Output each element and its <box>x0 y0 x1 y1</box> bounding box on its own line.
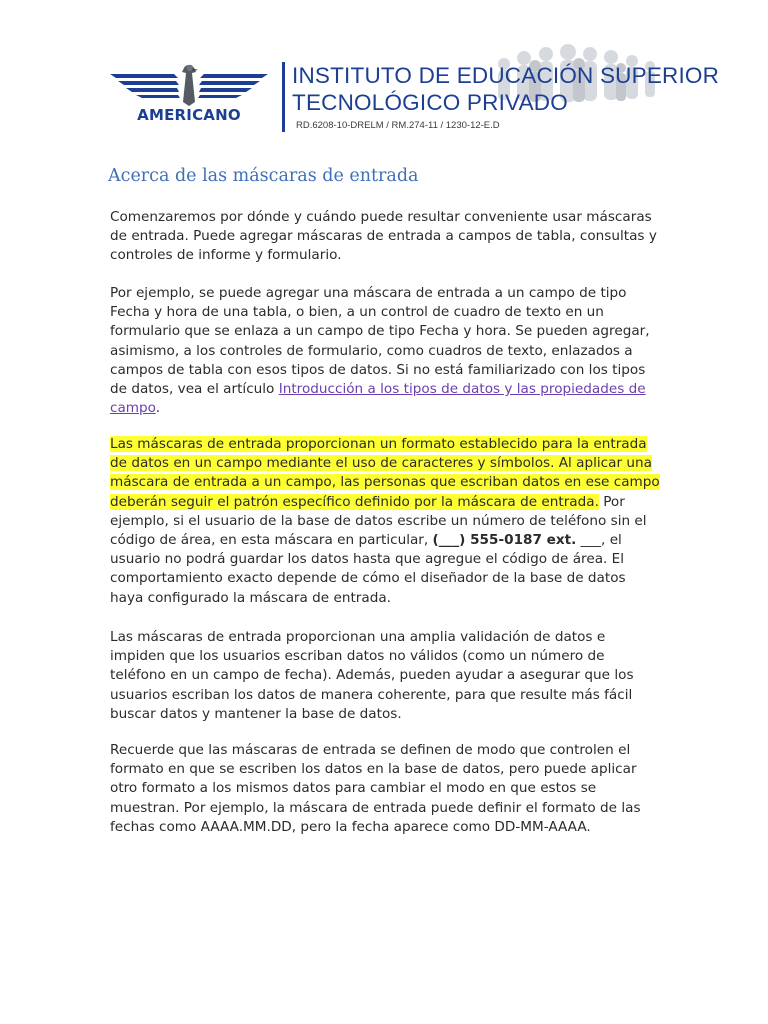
text-segment: Por <box>598 493 625 510</box>
text-line: teléfono en un campo de fecha). Además, pueden ayudar a asegurar que los <box>110 667 634 684</box>
text-line: formato en que se escriben los datos en la base de datos, pero puede aplicar <box>110 761 637 778</box>
data-types-article-link-continued[interactable]: campo <box>110 400 156 417</box>
registration-codes: RD.6208-10-DRELM / RM.274-11 / 1230-12-E.D <box>296 120 500 131</box>
text-line <box>110 493 656 512</box>
text-line: formulario que se enlaza a un campo de tipo Fecha y hora. Se pueden agregar, <box>110 323 650 340</box>
text-line: ejemplo, si el usuario de la base de datos escribe un número de teléfono sin el <box>110 512 647 529</box>
logo-wordmark: AMERICANO <box>137 106 241 124</box>
text-segment: código de área, en esta máscara en particular, <box>110 532 433 549</box>
text-line: muestran. Por ejemplo, la máscara de entrada puede definir el formato de las <box>110 799 641 816</box>
highlighted-text: Las máscaras de entrada proporcionan un formato establecido para la entrada <box>110 436 647 452</box>
text-segment: . <box>155 400 161 417</box>
page-title: Acerca de las máscaras de entrada <box>108 166 419 186</box>
text-line <box>110 380 656 399</box>
text-line: buscar datos y mantener la base de datos. <box>110 705 402 722</box>
text-line: de entrada. Puede agregar máscaras de entrada a campos de tabla, consultas y <box>110 228 657 245</box>
text-line: asimismo, a los controles de formulario, como cuadros de texto, enlazados a <box>110 342 633 359</box>
eagle-wings-icon <box>108 62 270 106</box>
text-line: otro formato a los mismos datos para cambiar el modo en que estos se <box>110 780 597 797</box>
paragraph-format <box>110 741 656 837</box>
paragraph-validation <box>110 628 656 724</box>
text-line: Fecha y hora de una tabla, o bien, a un control de cuadro de texto en un <box>110 304 604 321</box>
text-line: comportamiento exacto depende de cómo el diseñador de la base de datos <box>110 570 626 587</box>
institute-name-line2: TECNOLÓGICO PRIVADO <box>292 90 568 115</box>
highlighted-text: máscara de entrada a un campo, las personas que escriban datos en ese campo <box>110 474 660 491</box>
data-types-article-link[interactable]: Introducción a los tipos de datos y las propiedades de <box>278 381 646 398</box>
text-line: Recuerde que las máscaras de entrada se definen de modo que controlen el <box>110 742 631 758</box>
text-line <box>110 399 656 418</box>
text-line: usuarios escriban los datos de manera coherente, para que resulte más fácil <box>110 686 633 703</box>
paragraph-intro <box>110 208 656 266</box>
text-line: fechas como AAAA.MM.DD, pero la fecha aparece como DD-MM-AAAA. <box>110 818 591 835</box>
text-segment: ___, el <box>576 532 622 549</box>
paragraph-example <box>110 284 656 418</box>
text-segment: de datos, vea el artículo <box>110 381 279 398</box>
header-divider <box>282 62 285 132</box>
text-line <box>110 531 656 550</box>
text-line: Las máscaras de entrada proporcionan una amplia validación de datos e <box>110 629 606 645</box>
highlighted-text: de datos en un campo mediante el uso de caracteres y símbolos. <box>110 455 555 472</box>
text-line: Comenzaremos por dónde y cuándo puede resultar conveniente usar máscaras <box>110 209 652 225</box>
text-line <box>110 454 656 473</box>
text-line: haya configurado la máscara de entrada. <box>110 589 391 606</box>
text-line: Por ejemplo, se puede agregar una máscara de entrada a un campo de tipo <box>110 285 627 301</box>
text-line: campos de tabla con esos tipos de datos. Si no está familiarizado con los tipos <box>110 361 646 378</box>
phone-mask-example: (___) 555-0187 ext. <box>432 532 577 549</box>
paragraph-highlighted <box>110 435 660 608</box>
text-line <box>110 435 656 454</box>
text-line: impiden que los usuarios escriban datos no válidos (como un número de <box>110 648 605 665</box>
text-line: usuario no podrá guardar los datos hasta que agregue el código de área. El <box>110 551 625 568</box>
text-line <box>110 473 660 492</box>
document-header <box>108 56 720 140</box>
highlighted-text: deberán seguir el patrón específico definido por la máscara de entrada. <box>110 493 599 510</box>
institute-name-line1: INSTITUTO DE EDUCACIÓN SUPERIOR <box>292 63 720 88</box>
eagle-wings-logo <box>108 62 270 124</box>
highlighted-text: Al aplicar una <box>554 455 652 472</box>
text-line: controles de informe y formulario. <box>110 247 342 264</box>
